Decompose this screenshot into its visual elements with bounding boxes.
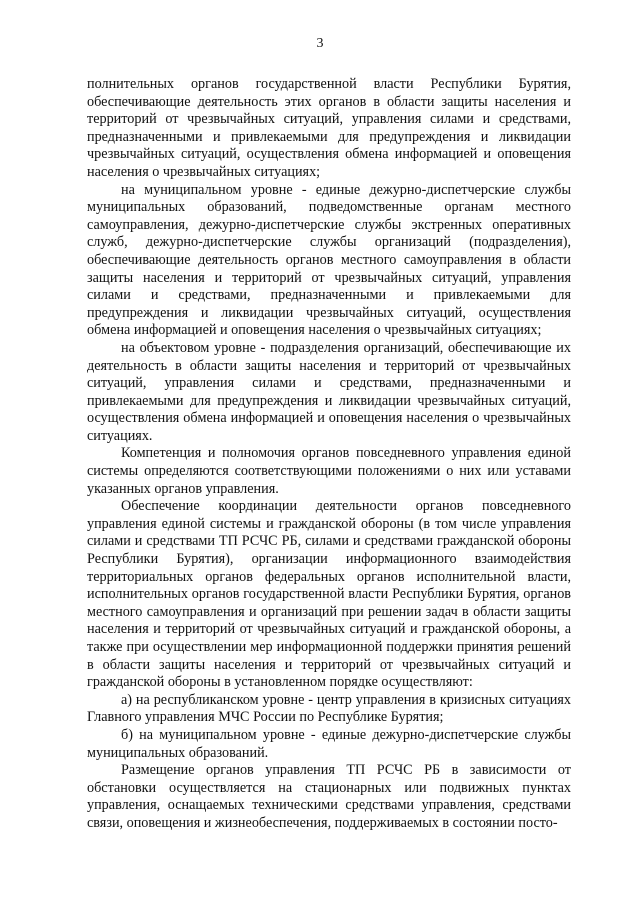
- paragraph-placement: Размещение органов управления ТП РСЧС РБ в зависимости от обстановки осуществляется на стационарных или подвижных пунктах управления, оснащаемых техническими средствами управления, средствами связи, оповещения и жизнеобеспечения, поддерживаемых в состоянии посто-: [87, 762, 571, 831]
- paragraph-coordination: Обеспечение координации деятельности органов повседневного управления единой системы и гражданской обороны (в том числе управления силами и средствами ТП РСЧС РБ, силами и средствами гражданской обороны Республики Бурятия), организации информационного взаимодействия территориальных органов федеральных органов исполнительной власти, исполнительных органов государственной власти Республики Бурятия, органов местного самоуправления и организаций при решении задач в области защиты населения и территорий от чрезвычайных ситуаций и гражданской обороны, а также при осуществлении мер информационной поддержки принятия решений в области защиты населения и территорий от чрезвычайных ситуаций и гражданской обороны в установленном порядке осуществляют:: [87, 498, 571, 691]
- paragraph-object-level: на объектовом уровне - подразделения организаций, обеспечивающие их деятельность в области защиты населения и территорий от чрезвычайных ситуаций, управления силами и средствами, предназначенными и привлекаемыми для предупреждения и ликвидации чрезвычайных ситуаций, осуществления обмена информацией и оповещения населения о чрезвычайных ситуациях.: [87, 339, 571, 444]
- list-item-municipal-level: б) на муниципальном уровне - единые дежурно-диспетчерские службы муниципальных образований.: [87, 726, 571, 761]
- paragraph-competence: Компетенция и полномочия органов повседневного управления единой системы определяются соответствующими положениями о них или уставами указанных органов управления.: [87, 445, 571, 497]
- paragraph-executive-bodies-continuation: полнительных органов государственной власти Республики Бурятия, обеспечивающие деятельность этих органов в области защиты населения и территорий от чрезвычайных ситуаций, управления силами и средствами, предназначенными и привлекаемыми для предупреждения и ликвидации чрезвычайных ситуаций, осуществления обмена информацией и оповещения населения о чрезвычайных ситуациях;: [87, 76, 571, 180]
- list-item-republic-level: а) на республиканском уровне - центр управления в кризисных ситуациях Главного управления МЧС России по Республике Бурятия;: [87, 691, 571, 726]
- document-body: [87, 76, 571, 833]
- page-number: 3: [316, 36, 324, 51]
- paragraph-municipal-level: на муниципальном уровне - единые дежурно-диспетчерские службы муниципальных образований, подведомственные органам местного самоуправления, дежурно-диспетчерские службы экстренных оперативных служб, дежурно-диспетчерские службы организаций (подразделения), обеспечивающие деятельность органов местного самоуправления в области защиты населения и территорий от чрезвычайных ситуаций, управления силами и средствами, предназначенными и привлекаемыми для предупреждения и ликвидации чрезвычайных ситуаций, осуществления обмена информацией и оповещения населения о чрезвычайных ситуациях;: [87, 181, 571, 339]
